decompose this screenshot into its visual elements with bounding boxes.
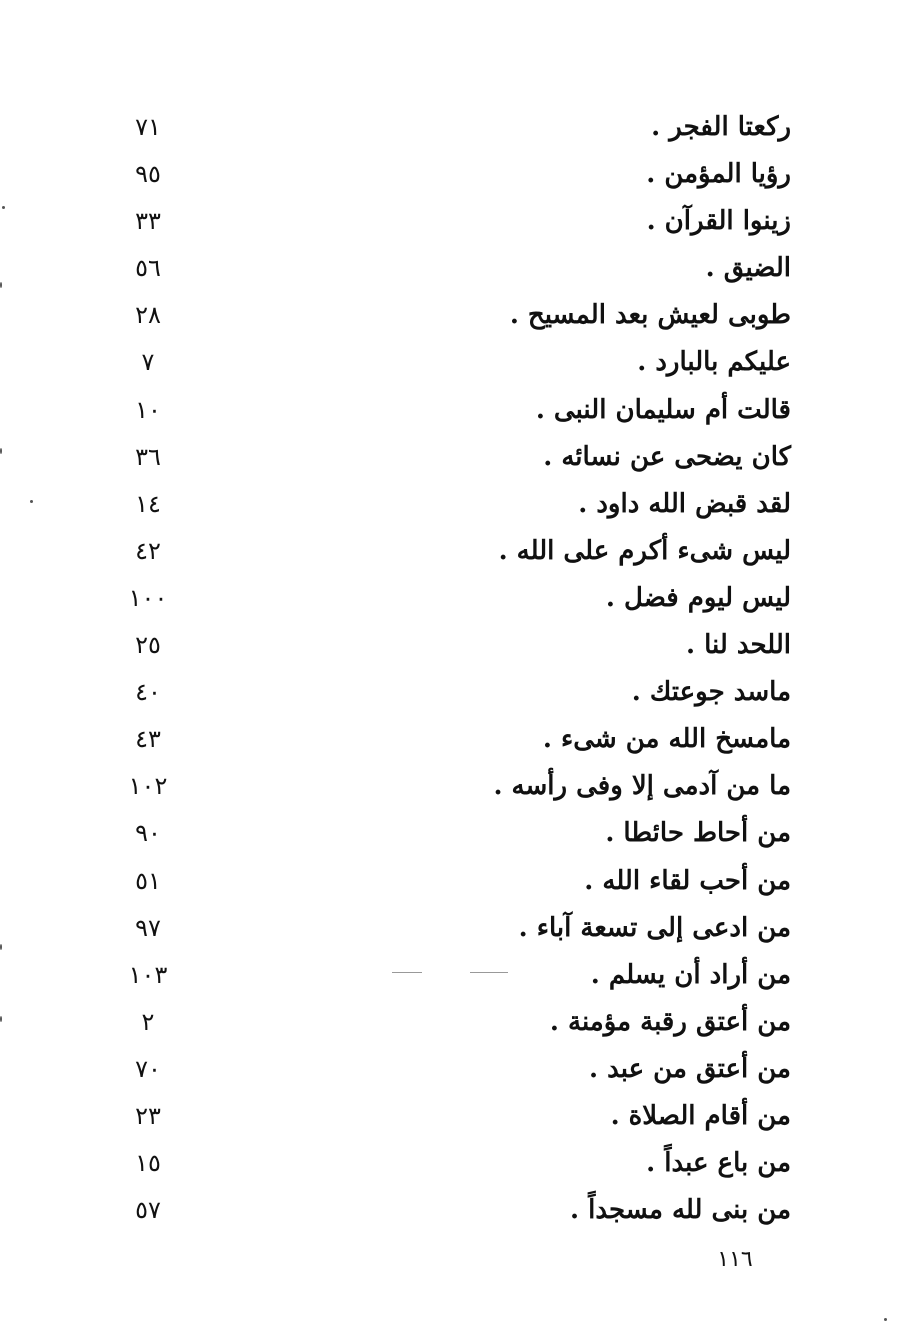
index-row (0, 106, 901, 153)
index-row (0, 530, 901, 577)
index-entry-text: من أراد أن يسلم . (590, 959, 791, 990)
index-entry-text: الضيق . (705, 253, 791, 284)
index-entry-page: ٢٨ (135, 301, 161, 330)
scan-speck (0, 282, 2, 288)
index-row (0, 718, 901, 765)
index-row (0, 1048, 901, 1095)
index-entry-text: من أحب لقاء الله . (584, 865, 791, 896)
index-row (0, 860, 901, 907)
index-entry-text: من باع عبداً . (646, 1148, 791, 1179)
index-entry-page: ٤٣ (135, 725, 161, 754)
index-row (0, 341, 901, 388)
index-entry-page: ١٠٠ (128, 583, 168, 612)
index-row (0, 1001, 901, 1048)
index-row (0, 153, 901, 200)
index-entry-page: ٤٠ (135, 678, 161, 707)
index-entry-page: ٢٣ (135, 1101, 161, 1130)
index-row (0, 1142, 901, 1189)
index-entry-text: ليس ليوم فضل . (605, 582, 791, 613)
index-row (0, 624, 901, 671)
index-entry-text: زينوا القرآن . (646, 206, 791, 237)
index-entry-text: من أقام الصلاة . (610, 1100, 791, 1131)
index-entry-text: ماسد جوعتك . (631, 677, 791, 708)
index-entry-page: ٧ (141, 348, 155, 377)
page-number: ١١٦ (717, 1247, 753, 1272)
index-entry-page: ٥٧ (135, 1196, 161, 1225)
index-entry-page: ٢٥ (135, 631, 161, 660)
index-row (0, 1095, 901, 1142)
index-entry-text: رؤيا المؤمن . (646, 159, 791, 190)
index-entry-page: ١٠ (135, 395, 161, 424)
index-entry-text: لقد قبض الله داود . (578, 488, 791, 519)
index-row (0, 954, 901, 1001)
scan-speck (0, 448, 2, 454)
index-entry-page: ٥٦ (135, 254, 161, 283)
scan-speck (30, 500, 33, 503)
index-entry-text: ليس شىء أكرم على الله . (498, 535, 791, 566)
index-entry-text: قالت أم سليمان النبى . (535, 394, 791, 425)
index-entry-page: ٩٥ (135, 160, 161, 189)
index-row (0, 812, 901, 859)
index-entry-text: ما من آدمى إلا وفى رأسه . (493, 771, 791, 802)
index-row (0, 294, 901, 341)
index-row (0, 436, 901, 483)
index-entry-page: ٢ (141, 1007, 155, 1036)
index-row (0, 389, 901, 436)
index-entry-text: من أعتق من عبد . (589, 1053, 791, 1084)
index-row (0, 247, 901, 294)
index-entry-page: ٣٦ (135, 442, 161, 471)
index-entry-page: ٤٢ (135, 536, 161, 565)
index-entry-page: ٩٠ (135, 819, 161, 848)
index-entry-text: اللحد لنا . (685, 630, 791, 661)
index-row (0, 200, 901, 247)
scan-speck (0, 1016, 2, 1022)
index-entry-text: مامسخ الله من شىء . (542, 724, 791, 755)
index-entry-page: ١٤ (135, 489, 161, 518)
index-entry-page: ٩٧ (135, 913, 161, 942)
index-entry-text: من بنى لله مسجداً . (570, 1195, 791, 1226)
index-entry-page: ٧٠ (135, 1054, 161, 1083)
index-entry-text: من أعتق رقبة مؤمنة . (549, 1006, 791, 1037)
scan-mark (470, 972, 508, 973)
index-entry-text: كان يضحى عن نسائه . (543, 441, 791, 472)
index-entry-text: عليكم بالبارد . (637, 347, 791, 378)
index-entry-page: ٣٣ (135, 207, 161, 236)
scan-mark (392, 972, 422, 973)
index-entry-text: طوبى لعيش بعد المسيح . (509, 300, 791, 331)
index-entry-page: ١٠٣ (128, 960, 168, 989)
index-entry-page: ١٥ (135, 1149, 161, 1178)
index-row (0, 483, 901, 530)
index-list (0, 106, 901, 1236)
index-entry-text: من ادعى إلى تسعة آباء . (518, 912, 791, 943)
scan-speck (0, 944, 2, 950)
index-entry-text: ركعتا الفجر . (651, 112, 791, 142)
index-row (0, 671, 901, 718)
index-entry-page: ١٠٢ (128, 772, 168, 801)
scan-speck (884, 1318, 887, 1321)
index-entry-text: من أحاط حائطا . (605, 818, 791, 849)
index-row (0, 765, 901, 812)
index-row (0, 1189, 901, 1236)
index-row (0, 577, 901, 624)
scan-speck (2, 206, 5, 209)
index-row (0, 907, 901, 954)
index-entry-page: ٧١ (135, 113, 161, 141)
index-entry-page: ٥١ (135, 866, 161, 895)
